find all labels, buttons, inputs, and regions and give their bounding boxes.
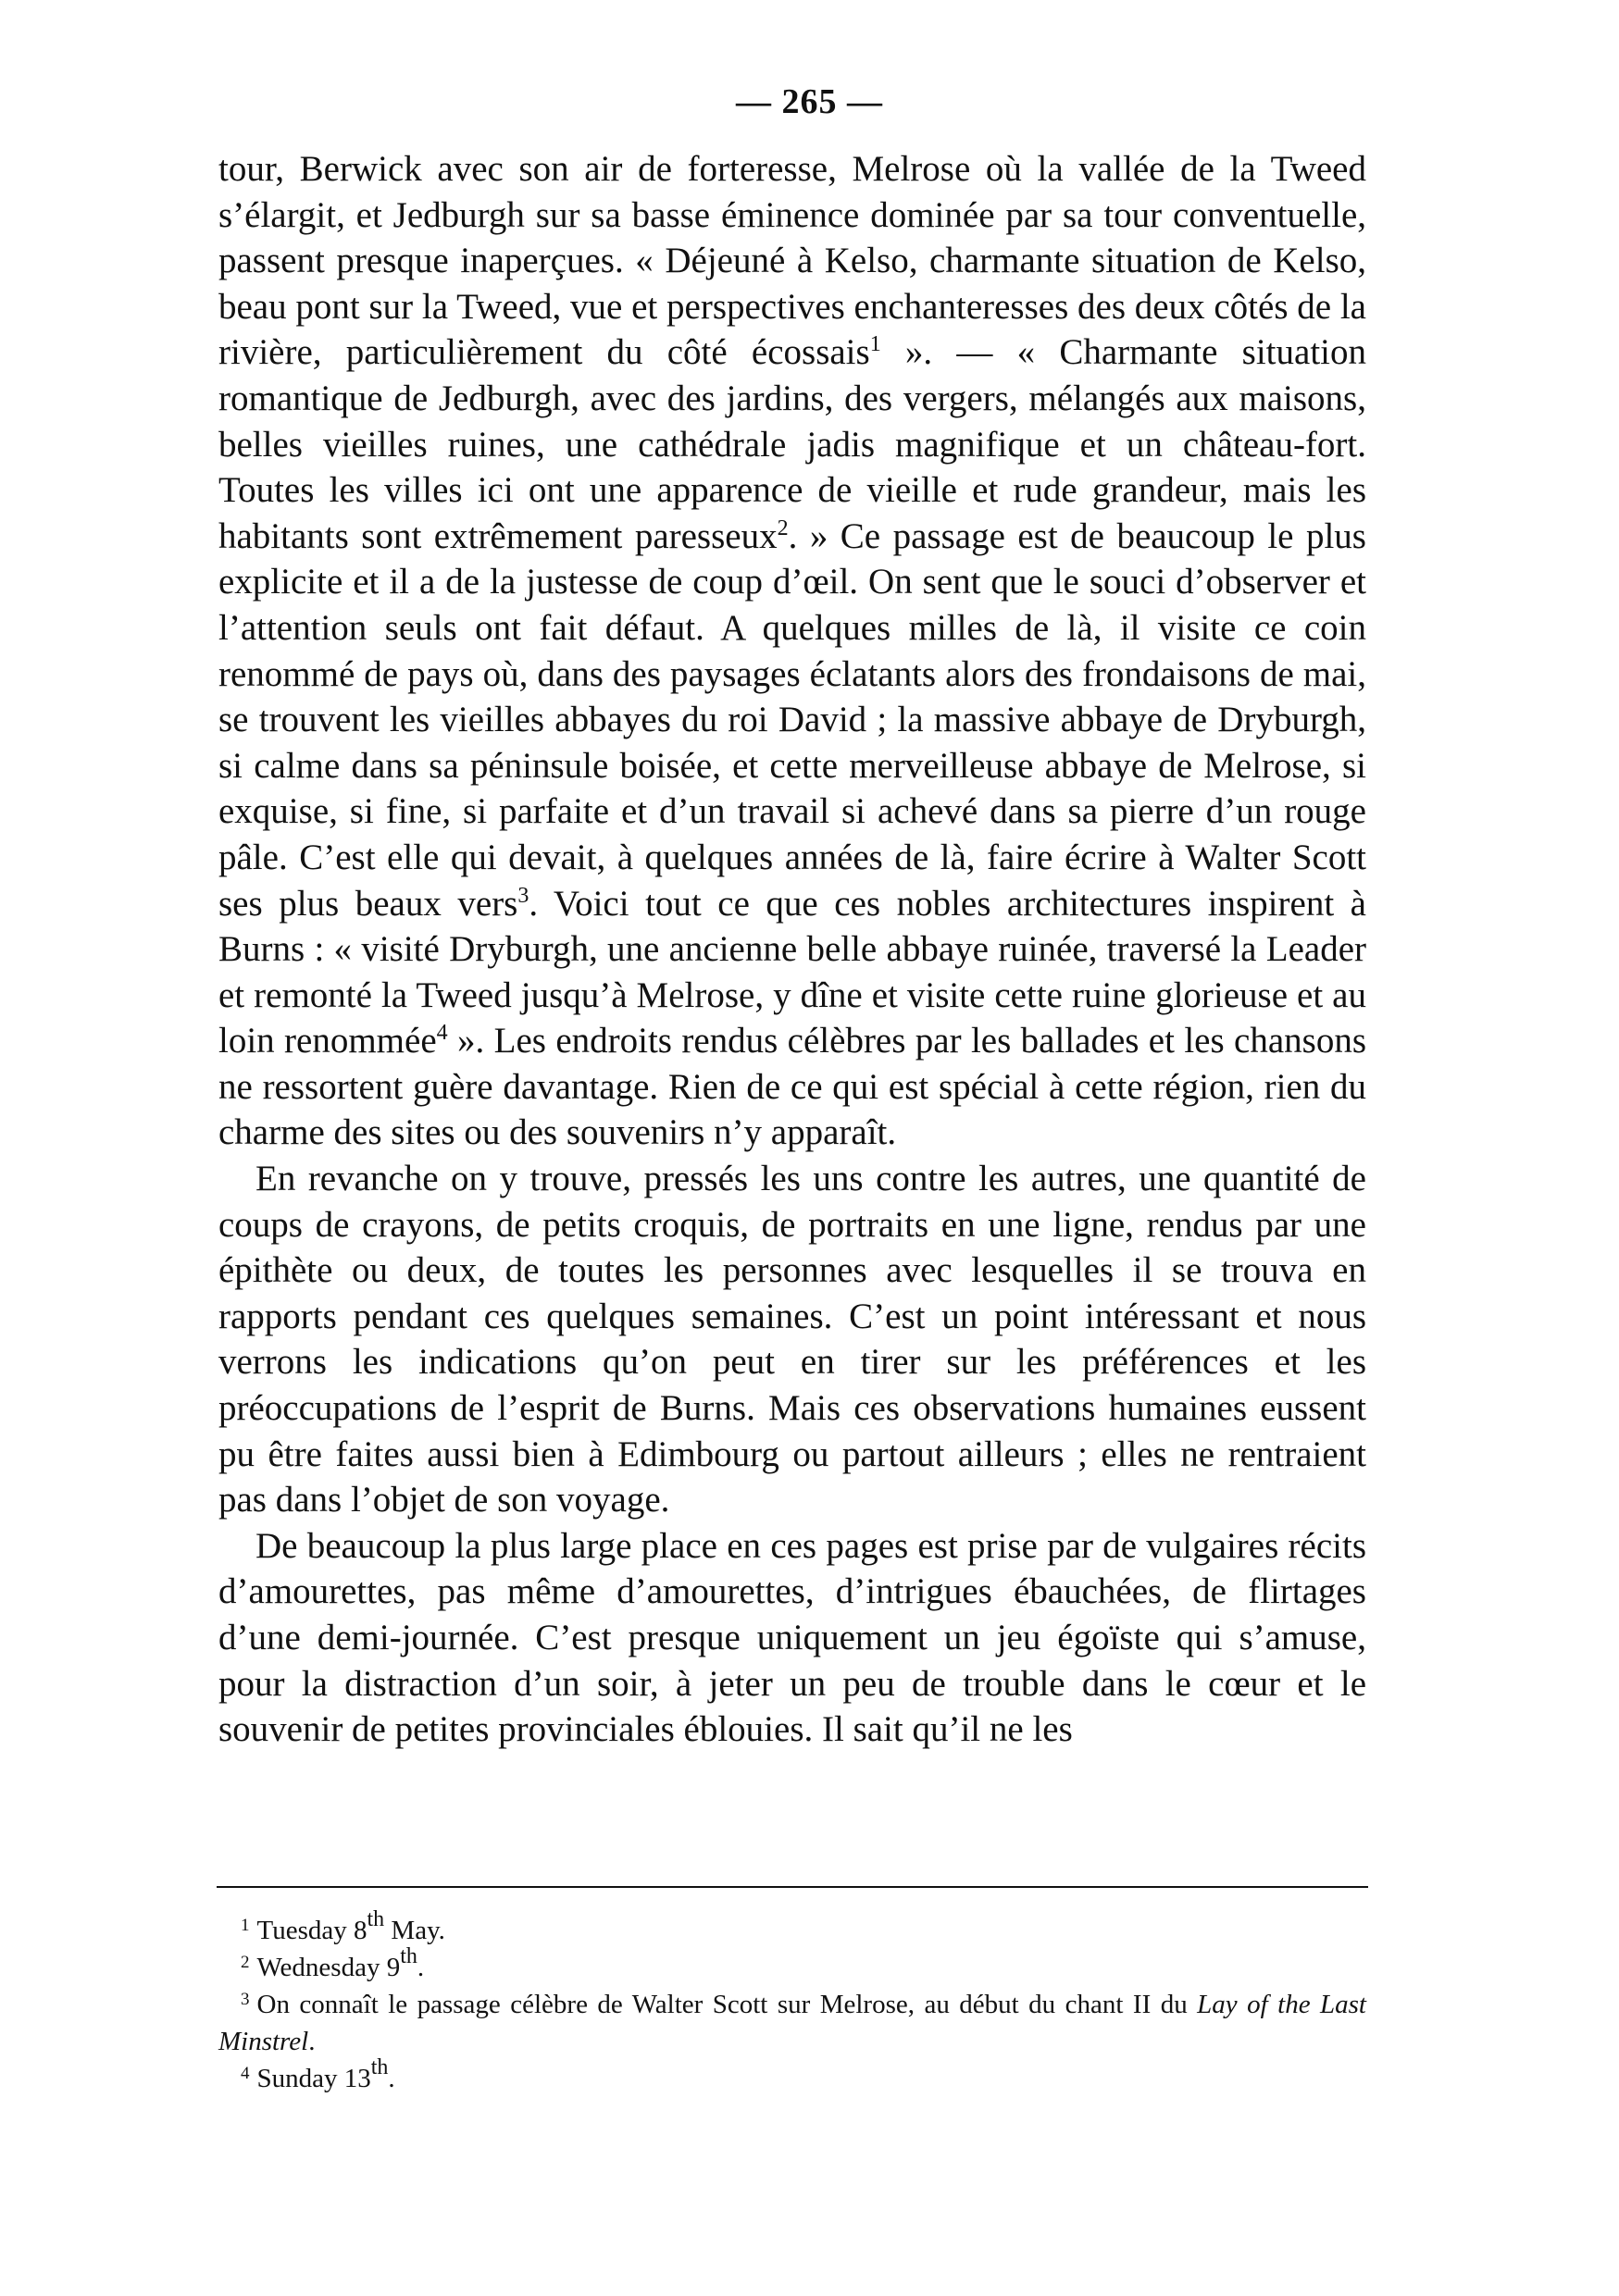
text-segment: ». Les endroits rendus célèbres par les ballades et les chansons ne ressortent guère davantage. Rien de ce qui est spécial à cette région, rien du charme des sites ou des souvenirs n’y apparaît.: [218, 1021, 1366, 1153]
footnote-number: 3: [241, 1990, 250, 2009]
footnotes: [218, 1907, 1366, 2097]
footnote-text: .: [308, 2027, 316, 2056]
footnote-text: du: [1151, 1990, 1198, 2019]
footnote-text: May.: [384, 1916, 445, 1945]
chant-numeral: II: [1132, 1990, 1152, 2019]
footnote-text: Wednesday 9: [256, 1953, 401, 1982]
footnote-ref-4: 4: [436, 1021, 448, 1046]
footnote-suffix: th: [367, 1907, 385, 1931]
page-number: — 265 —: [736, 82, 883, 121]
footnote-text: Sunday 13: [256, 2064, 371, 2093]
footnote-divider: [217, 1886, 1368, 1888]
footnote-suffix: th: [400, 1944, 417, 1968]
text-segment: . » Ce passage est de beaucoup le plus explicite et il a de la justesse de coup d’œil. On sent que le souci d’observer et l’attention seuls ont fait défaut. A quelques milles de là, il visite ce coin renommé de pays où, dans des paysages éclatants alors des frondaisons de mai, se trouvent les vieilles abbayes du roi David ; la massive abbaye de Dryburgh, si calme dans sa péninsule boisée, et cette merveilleuse abbaye de Melrose, si exquise, si fine, si parfaite et d’un travail si achevé dans sa pierre d’un rouge pâle. C’est elle qui devait, à quelques années de là, faire écrire à Walter Scott ses plus beaux vers: [218, 515, 1366, 924]
footnote-text: On connaît le passage célèbre de Walter Scott sur Melrose, au début du chant: [256, 1990, 1133, 2019]
text-segment: ». — « Charmante situation romantique de Jedburgh, avec des jardins, des vergers, mélangés aux maisons, belles vieilles ruines, une cathédrale jadis magnifique et un château-fort. Toutes les villes ici ont une apparence de vieille et rude grandeur, mais les habitants sont extrêmement paresseux: [218, 332, 1366, 556]
paragraph-3: [218, 1523, 1366, 1753]
footnote-ref-1: 1: [869, 332, 881, 357]
paragraph-1: [218, 146, 1366, 1156]
main-text: [218, 146, 1366, 1753]
footnote-text: .: [388, 2064, 395, 2093]
text-segment: tour, Berwick avec son air de forteresse, Melrose où la vallée de la Tweed s’élargit, et Jedburgh sur sa basse éminence dominée par sa tour conventuelle, passent presque inaperçues. « Déjeuné à Kelso, charmante situation de Kelso, beau pont sur la Tweed, vue et perspectives enchanteresses des deux côtés de la rivière, particulièrement du côté écossais: [218, 149, 1366, 373]
text-segment: . Voici tout ce que ces nobles architectures inspirent à Burns : « visité Dryburgh, une ancienne belle abbaye ruinée, traversé la Leader et remonté la Tweed jusqu’à Melrose, y dîne et visite cette ruine glorieuse et au loin renommée: [218, 883, 1366, 1061]
footnote-4: [218, 2055, 1366, 2097]
footnote-number: 2: [241, 1953, 250, 1972]
text-segment: En revanche on y trouve, pressés les uns contre les autres, une quantité de coups de crayons, de petits croquis, de portraits en une ligne, rendus par une épithète ou deux, de toutes les personnes avec lesquelles il se trouva en rapports pendant ces quelques semaines. C’est un point intéressant et nous verrons les indications qu’on peut en tirer sur les préférences et les préoccupations de l’esprit de Burns. Mais ces observations humaines eussent pu être faites aussi bien à Edimbourg ou partout ailleurs ; elles ne rentraient pas dans l’objet de son voyage.: [218, 1159, 1366, 1520]
work-title: Lay of the Last Minstrel: [218, 1990, 1366, 2056]
footnote-number: 1: [241, 1916, 250, 1935]
footnote-1: [218, 1907, 1366, 1949]
footnote-suffix: th: [370, 2055, 389, 2079]
footnote-text: .: [417, 1953, 425, 1982]
footnote-text: Tuesday 8: [256, 1916, 367, 1945]
footnote-ref-3: 3: [517, 883, 529, 908]
footnote-2: [218, 1944, 1366, 1986]
footnote-3: [218, 1986, 1366, 2060]
paragraph-2: [218, 1156, 1366, 1523]
text-segment: De beaucoup la plus large place en ces pages est prise par de vulgaires récits d’amourettes, pas même d’amourettes, d’intrigues ébauchées, de flirtages d’une demi-journée. C’est presque uniquement un jeu égoïste qui s’amuse, pour la distraction d’un soir, à jeter un peu de trouble dans le cœur et le souvenir de petites provinciales éblouies. Il sait qu’il ne les: [218, 1525, 1366, 1750]
footnote-number: 4: [241, 2064, 250, 2083]
footnote-ref-2: 2: [777, 515, 789, 540]
